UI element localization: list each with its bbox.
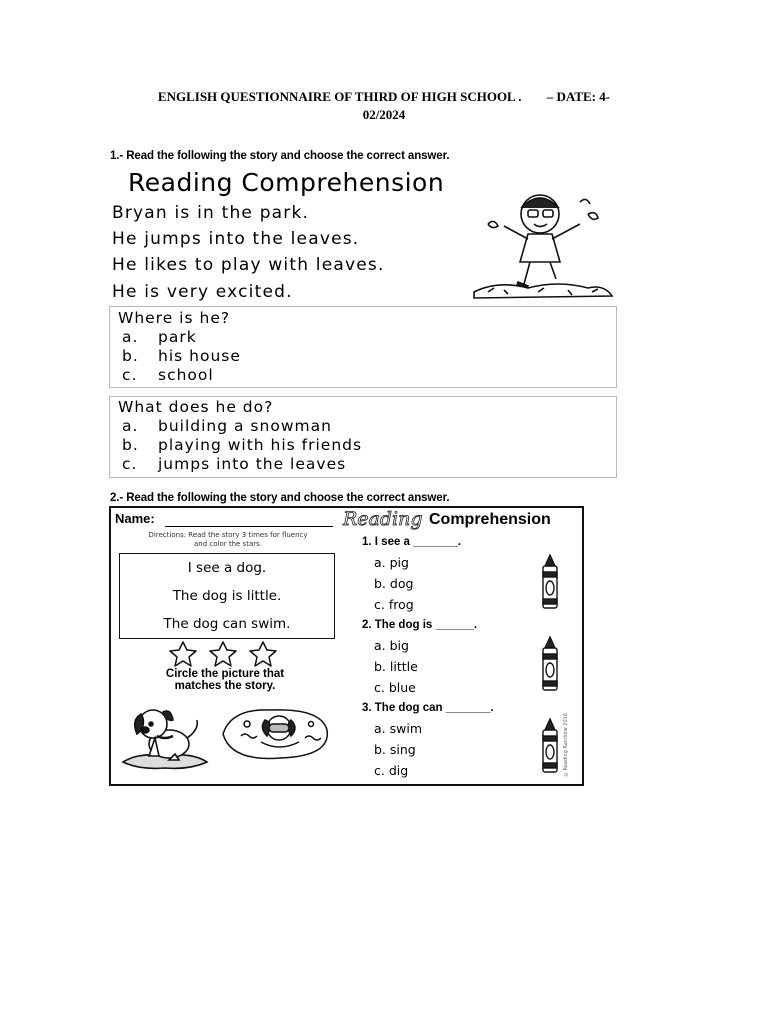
q2-option-b[interactable]: [122, 436, 362, 454]
option-text: jumps into the leaves: [158, 455, 347, 473]
worksheet-directions: [117, 531, 339, 549]
dog-q1-option-b[interactable]: b. dog: [374, 576, 414, 591]
dog-q1-option-c[interactable]: c. frog: [374, 597, 414, 612]
circle-picture-instruction: [125, 668, 325, 692]
q1-option-c[interactable]: [122, 366, 214, 384]
q2-option-a[interactable]: [122, 417, 332, 435]
q1-option-a[interactable]: [122, 328, 197, 346]
question-1-text: Where is he?: [118, 309, 231, 327]
option-text: building a snowman: [158, 417, 332, 435]
section2-instruction: 2.- Read the following the story and choose the correct answer.: [110, 492, 450, 504]
question-box-2: [109, 396, 617, 478]
worksheet-title-reading: Reading: [343, 508, 423, 530]
section1-instruction: 1.- Read the following the story and choose the correct answer.: [110, 150, 450, 162]
dog-question-3: 3. The dog can _______.: [362, 702, 494, 714]
q1-option-b[interactable]: [122, 347, 241, 365]
reading-comprehension-title: Reading Comprehension: [128, 168, 445, 197]
option-letter: a.: [122, 417, 139, 435]
dog-story-line-1: I see a dog.: [187, 560, 267, 576]
option-text: school: [158, 366, 214, 384]
question-box-1: [109, 306, 617, 388]
q2-option-c[interactable]: [122, 455, 346, 473]
star-icon: [170, 642, 196, 666]
circle-line-2: matches the story.: [174, 680, 276, 692]
crayon-icon: [539, 636, 561, 692]
option-letter: c.: [122, 366, 138, 384]
document-date-rest: 02/2024: [362, 107, 406, 122]
dog-reading-worksheet: [109, 506, 584, 786]
crayon-icon: [539, 554, 561, 610]
star-icon: [250, 642, 276, 666]
story-line-1: Bryan is in the park.: [112, 203, 310, 223]
worksheet-copyright: ©Reading Rainbow 2016: [563, 713, 569, 777]
dog-story-line-2: The dog is little.: [172, 588, 282, 604]
directions-line-1: Directions: Read the story 3 times for fluency: [148, 531, 308, 539]
star-icon: [210, 642, 236, 666]
name-line[interactable]: [165, 526, 333, 527]
option-letter: b.: [122, 436, 139, 454]
option-letter: c.: [122, 455, 138, 473]
dog-story-box: [119, 553, 335, 639]
document-date-label: – DATE: 4-: [546, 89, 611, 104]
dog-question-1: 1. I see a _______.: [362, 536, 462, 548]
circle-line-1: Circle the picture that: [165, 668, 285, 680]
crayon-icon: [539, 718, 561, 774]
option-text: his house: [158, 347, 241, 365]
dog-q3-option-b[interactable]: b. sing: [374, 742, 416, 757]
story-line-3: He likes to play with leaves.: [112, 255, 385, 275]
worksheet-title-comprehension: Comprehension: [429, 511, 551, 528]
story-line-4: He is very excited.: [112, 282, 293, 302]
document-title: ENGLISH QUESTIONNAIRE OF THIRD OF HIGH SCHOOL .: [157, 89, 522, 104]
document-header: [100, 88, 668, 124]
question-2-text: What does he do?: [118, 398, 274, 416]
name-label: Name:: [115, 511, 155, 526]
dog-q3-option-a[interactable]: a. swim: [374, 721, 422, 736]
dog-q3-option-c[interactable]: c. dig: [374, 763, 409, 778]
option-text: playing with his friends: [158, 436, 363, 454]
fluency-stars: [165, 640, 285, 668]
dog-q1-option-a[interactable]: a. pig: [374, 555, 409, 570]
dog-question-2: 2. The dog is ______.: [362, 619, 478, 631]
option-letter: a.: [122, 328, 139, 346]
dog-sitting-picture[interactable]: [119, 698, 211, 770]
dog-story-line-3: The dog can swim.: [163, 616, 291, 632]
story-line-2: He jumps into the leaves.: [112, 229, 360, 249]
boy-jumping-leaves-illustration: [468, 184, 616, 304]
directions-line-2: and color the stars.: [193, 540, 262, 548]
dog-q2-option-a[interactable]: a. big: [374, 638, 409, 653]
option-text: park: [158, 328, 197, 346]
dog-swimming-picture[interactable]: [221, 706, 331, 762]
option-letter: b.: [122, 347, 139, 365]
dog-q2-option-c[interactable]: c. blue: [374, 680, 416, 695]
dog-q2-option-b[interactable]: b. little: [374, 659, 418, 674]
